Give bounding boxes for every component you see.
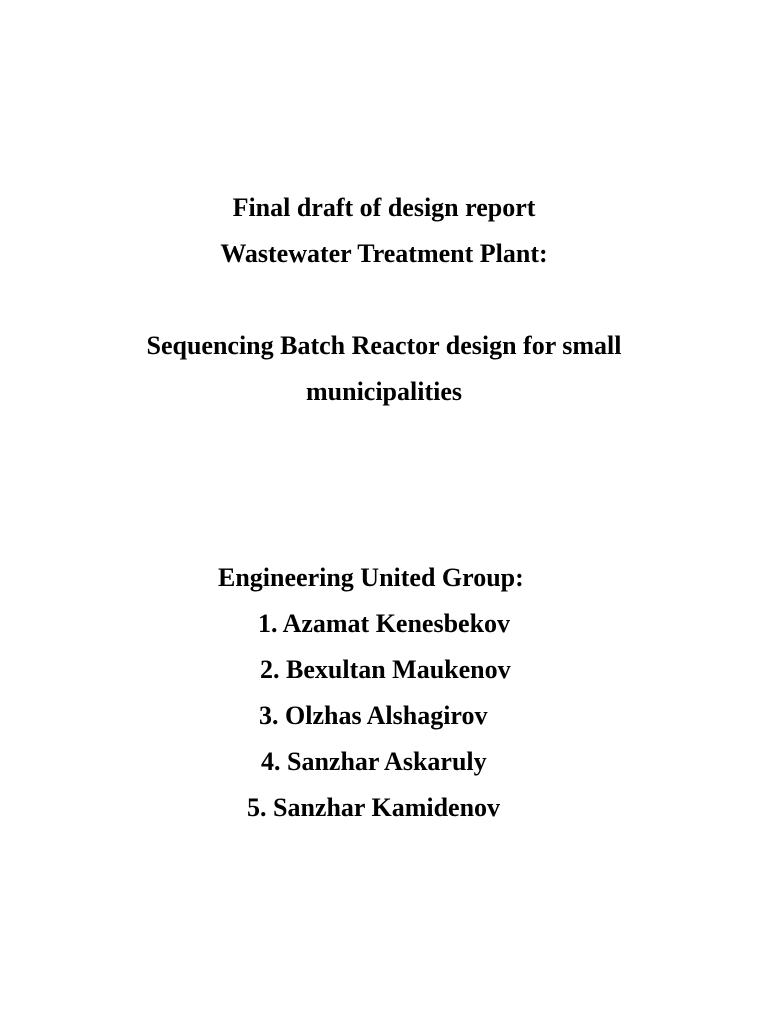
member-item: 5. Sanzhar Kamidenov	[247, 793, 501, 822]
member-item: 2. Bexultan Maukenov	[260, 655, 511, 684]
report-title: Final draft of design report	[232, 193, 536, 222]
report-topic-line-2: municipalities	[305, 377, 462, 406]
group-heading: Engineering United Group:	[218, 563, 524, 592]
report-topic-line-1: Sequencing Batch Reactor design for small	[146, 331, 622, 360]
member-item: 1. Azamat Kenesbekov	[258, 609, 511, 638]
member-item: 4. Sanzhar Askaruly	[261, 747, 487, 776]
member-item: 3. Olzhas Alshagirov	[259, 701, 488, 730]
report-subject: Wastewater Treatment Plant:	[220, 239, 548, 268]
